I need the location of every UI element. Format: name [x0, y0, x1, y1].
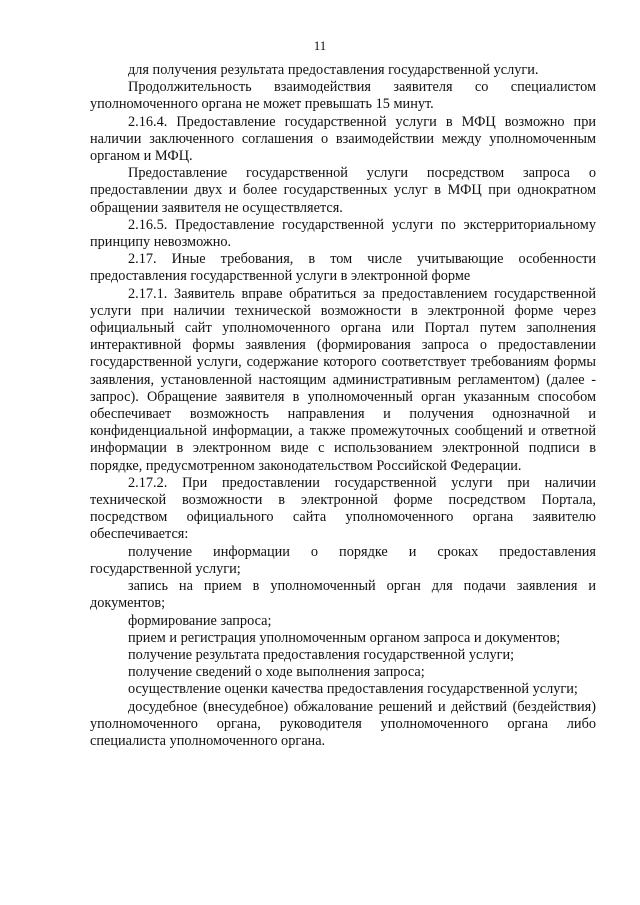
list-item-request-forming: формирование запроса;: [128, 612, 272, 629]
list-item-status: получение сведений о ходе выполнения запроса;: [128, 664, 425, 681]
paragraph-interaction-duration: Продолжительность взаимодействия заявителя со специалистом уполномоченного органа не может превышать 15 минут.: [90, 79, 596, 113]
paragraph-2-17-2: 2.17.2. При предоставлении государственной услуги при наличии технической возможности в электронной форме посредством Портала, посредством официального сайта уполномоченного органа заявителю обеспечивается:: [90, 474, 596, 543]
paragraph-2-17-1: 2.17.1. Заявитель вправе обратиться за предоставлением государственной услуги при наличии технической возможности в электронной форме через официальный сайт уполномоченного органа или Портал путем заполнения интерактивной формы заявления (формирования запроса о предоставлении государственной услуги, содержание которого соответствует требованиям формы заявления, установленной настоящим административным регламентом) (далее - запрос). Обращение заявителя в уполномоченный орган указанным способом обеспечивает возможность направления и получения однозначной и конфиденциальной информации, а также промежуточных сообщений и ответной информации в электронном виде с использованием электронной подписи в порядке, предусмотренном законодательством Российской Федерации.: [90, 285, 596, 474]
paragraph-2-17-heading: 2.17. Иные требования, в том числе учитывающие особенности предоставления государственной услуги в электронной форме: [90, 251, 596, 285]
paragraph-2-16-5: 2.16.5. Предоставление государственной услуги по экстерриториальному принципу невозможно.: [90, 216, 596, 251]
list-item-registration: прием и регистрация уполномоченным органом запроса и документов;: [128, 629, 561, 646]
document-body: [90, 62, 596, 750]
page-number: 11: [313, 38, 327, 53]
list-item-quality-assessment: осуществление оценки качества предоставления государственной услуги;: [128, 681, 578, 698]
list-item-result: получение результата предоставления государственной услуги;: [128, 646, 515, 663]
list-item-appeal: досудебное (внесудебное) обжалование решений и действий (бездействия) уполномоченного органа, руководителя уполномоченного органа либо специалиста уполномоченного органа.: [90, 698, 596, 749]
list-item-information: получение информации о порядке и сроках предоставления государственной услуги;: [90, 543, 596, 577]
paragraph-multiple-services: Предоставление государственной услуги посредством запроса о предоставлении двух и более государственных услуг в МФЦ при однократном обращении заявителя не осуществляется.: [90, 165, 596, 216]
paragraph-result-continuation: для получения результата предоставления государственной услуги.: [128, 62, 539, 78]
paragraph-2-16-4: 2.16.4. Предоставление государственной услуги в МФЦ возможно при наличии заключенного соглашения о взаимодействии между уполномоченным органом и МФЦ.: [90, 113, 596, 165]
list-item-appointment: запись на прием в уполномоченный орган для подачи заявления и документов;: [90, 578, 596, 612]
